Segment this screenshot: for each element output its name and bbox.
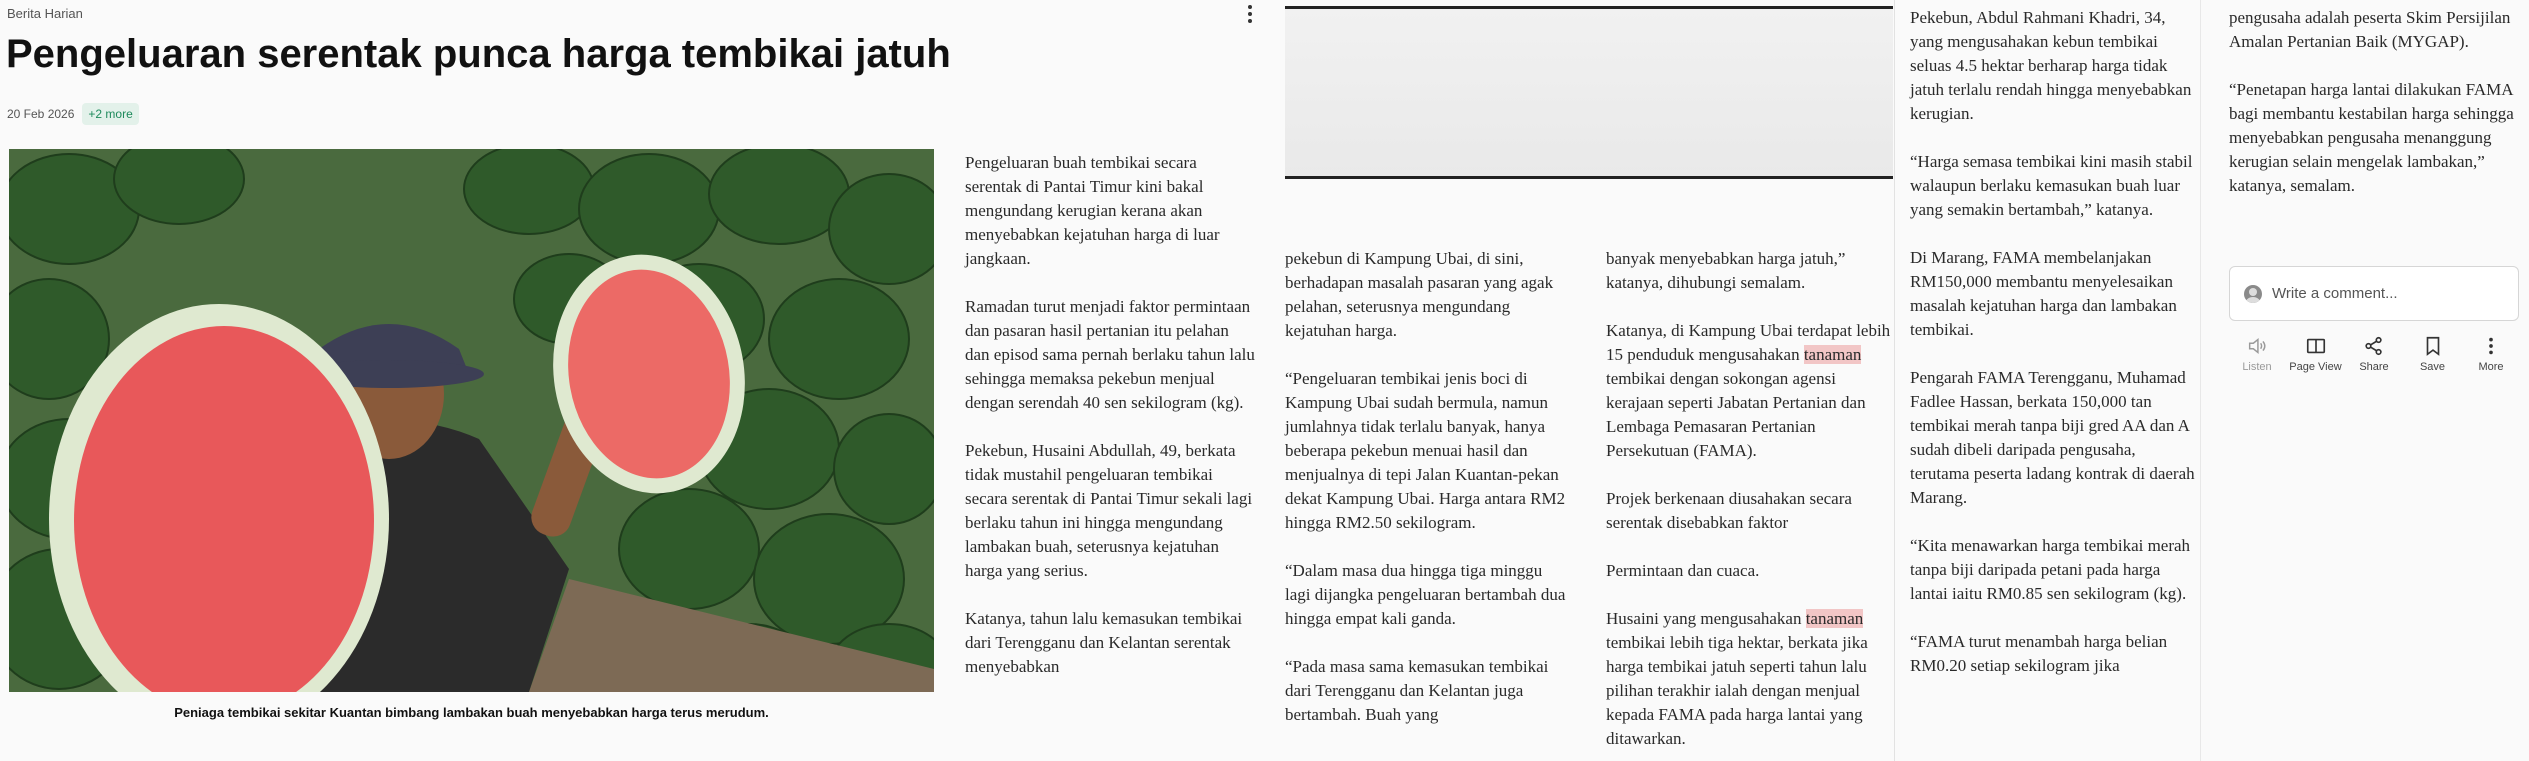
share-button[interactable] <box>2346 335 2402 373</box>
image-caption: Peniaga tembikai sekitar Kuantan bimbang lambakan buah menyebabkan harga terus merudum. <box>174 705 769 720</box>
column-divider <box>1894 0 1895 761</box>
article-column-2 <box>1285 247 1570 751</box>
article-title: Pengeluaran serentak punca harga tembikai jatuh <box>6 32 951 76</box>
paragraph: “Penetapan harga lantai dilakukan FAMA bagi membantu kestabilan harga sehingga menyebabkan pengusaha menanggung kerugian selain mengelak lambakan,” katanya, semalam. <box>2229 80 2514 195</box>
paragraph: banyak menyebabkan harga jatuh,” katanya, dihubungi semalam. <box>1606 249 1846 292</box>
article-column-4 <box>1910 6 2195 702</box>
article-column-1 <box>965 151 1255 703</box>
more-tags-chip[interactable]: +2 more <box>82 103 138 125</box>
paragraph: Pekebun, Husaini Abdullah, 49, berkata tidak mustahil pengeluaran tembikai secara serentak di Pantai Timur sekali lagi berlaku tahun ini hingga mengundang lambakan buah, seterusnya kejatuhan harga yang serius. <box>965 441 1253 580</box>
share-icon <box>2363 335 2385 357</box>
paragraph: Pengeluaran buah tembikai secara serentak di Pantai Timur kini bakal mengundang kerugian kerana akan menyebabkan kejatuhan harga di luar jangkaan. <box>965 153 1220 268</box>
paragraph: pengusaha adalah peserta Skim Persijilan Amalan Pertanian Baik (MYGAP). <box>2229 8 2511 51</box>
paragraph: “Harga semasa tembikai kini masih stabil walaupun berlaku kemasukan buah luar yang semakin bertambah,” katanya. <box>1910 152 2193 219</box>
paragraph: “Dalam masa dua hingga tiga minggu lagi dijangka pengeluaran bertambah dua hingga empat kali ganda. <box>1285 561 1566 628</box>
article-date: 20 Feb 2026 <box>7 107 75 121</box>
text-run: tembikai lebih tiga hektar, berkata jika harga tembikai jatuh seperti tahun lalu pilihan terakhir ialah dengan menjual kepada FAMA pada harga lantai yang ditawarkan. <box>1606 633 1868 748</box>
paragraph: Pekebun, Abdul Rahmani Khadri, 34, yang mengusahakan kebun tembikai seluas 4.5 hektar berharap harga tidak jatuh terlalu rendah hingga menyebabkan kerugian. <box>1910 8 2192 123</box>
paragraph: Pengarah FAMA Terengganu, Muhamad Fadlee Hassan, berkata 150,000 tan tembikai merah tanpa biji gred AA dan A sudah dibeli daripada pengusaha, terutama peserta ladang kontrak di daerah Marang. <box>1910 368 2195 507</box>
paragraph <box>1606 607 1891 751</box>
paragraph: “Pada masa sama kemasukan tembikai dari Terengganu dan Kelantan juga bertambah. Buah yang <box>1285 657 1549 724</box>
paragraph <box>1606 319 1891 463</box>
ad-banner[interactable] <box>1285 6 1893 179</box>
paragraph: “Pengeluaran tembikai jenis boci di Kampung Ubai sudah bermula, namun jumlahnya tidak terlalu banyak, hanya beberapa pekebun menuai hasil dan menjualnya di tepi Jalan Kuantan-pekan dekat Kampung Ubai. Harga antara RM2 hingga RM2.50 sekilogram. <box>1285 369 1566 532</box>
article-column-3 <box>1606 247 1891 761</box>
paragraph: Permintaan dan cuaca. <box>1606 561 1760 580</box>
action-label: Listen <box>2242 361 2272 373</box>
comment-input[interactable] <box>2229 266 2519 321</box>
highlighted-term[interactable]: tanaman <box>1805 609 1864 628</box>
article-meta <box>7 103 139 125</box>
paragraph: “Kita menawarkan harga tembikai merah tanpa biji daripada petani pada harga lantai iaitu RM0.85 sen sekilogram (kg). <box>1910 536 2191 603</box>
publisher-name: Berita Harian <box>7 6 83 21</box>
listen-button[interactable] <box>2229 335 2285 373</box>
paragraph: Projek berkenaan diusahakan secara serentak disebabkan faktor <box>1606 489 1852 532</box>
text-run: Husaini yang mengusahakan <box>1606 609 1806 628</box>
paragraph: Ramadan turut menjadi faktor permintaan dan pasaran hasil pertanian itu pelahan dan episod sama pernah berlaku tahun lalu sehingga memaksa pekebun menjual dengan serendah 40 sen sekilogram (kg). <box>965 297 1255 412</box>
highlighted-term[interactable]: tanaman <box>1803 345 1862 364</box>
book-icon <box>2305 335 2327 357</box>
save-button[interactable] <box>2405 335 2461 373</box>
text-run: tembikai dengan sokongan agensi kerajaan seperti Jabatan Pertanian dan Lembaga Pemasaran Pertanian Persekutuan (FAMA). <box>1606 369 1866 460</box>
bookmark-icon <box>2422 335 2444 357</box>
paragraph: pekebun di Kampung Ubai, di sini, berhadapan masalah pasaran yang agak pelahan, seterusnya mengundang kejatuhan harga. <box>1285 249 1554 340</box>
text-run: Katanya, di Kampung Ubai terdapat lebih 15 penduduk mengusahakan <box>1606 321 1891 364</box>
speaker-icon <box>2246 335 2268 357</box>
comment-placeholder: Write a comment... <box>2272 285 2398 302</box>
more-button[interactable] <box>2463 335 2519 373</box>
paragraph: Katanya, tahun lalu kemasukan tembikai dari Terengganu dan Kelantan serentak menyebabkan <box>965 609 1243 676</box>
article-photo <box>9 149 934 692</box>
paragraph: “FAMA turut menambah harga belian RM0.20 setiap sekilogram jika <box>1910 632 2168 675</box>
watermelon-vendor-illustration <box>9 149 934 692</box>
article-column-5 <box>2229 6 2519 222</box>
more-icon <box>2480 335 2502 357</box>
paragraph: Di Marang, FAMA membelanjakan RM150,000 membantu menyelesaikan masalah kejatuhan harga dan lambakan tembikai. <box>1910 248 2177 339</box>
column-divider <box>2200 0 2201 761</box>
user-avatar-icon <box>2244 285 2262 303</box>
page-view-button[interactable] <box>2288 335 2344 373</box>
action-label: Share <box>2359 361 2389 373</box>
action-bar <box>2229 335 2519 373</box>
options-menu-icon[interactable] <box>1242 2 1258 26</box>
action-label: More <box>2478 361 2504 373</box>
action-label: Page View <box>2289 361 2342 373</box>
action-label: Save <box>2419 361 2446 373</box>
